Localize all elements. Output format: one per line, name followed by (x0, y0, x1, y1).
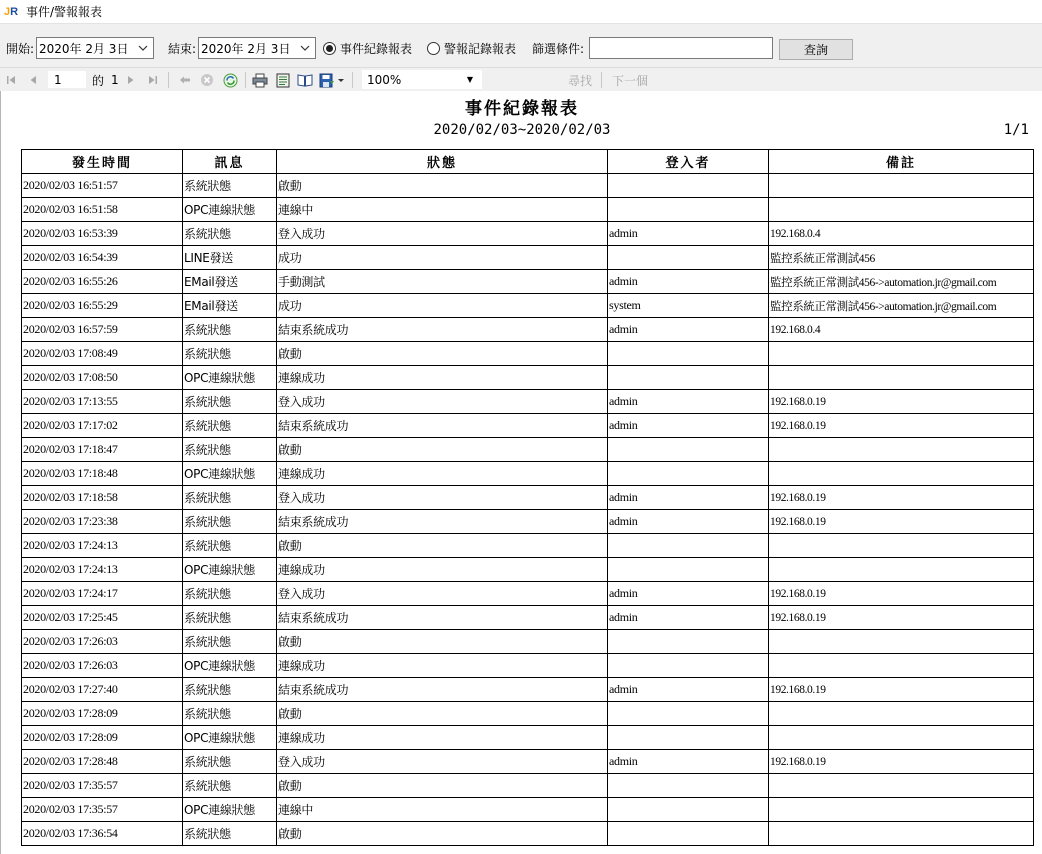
cell-time: 2020/02/03 17:28:09 (22, 726, 183, 750)
radio-event-label: 事件紀錄報表 (340, 41, 413, 56)
table-row (22, 774, 1034, 798)
logo-letter-r: R (10, 5, 19, 18)
cell-message: OPC連線狀態 (183, 558, 277, 582)
stop-icon[interactable] (199, 71, 215, 89)
cell-status: 啟動 (277, 174, 608, 198)
cell-message: 系統狀態 (183, 438, 277, 462)
cell-note (769, 702, 1034, 726)
cell-message: 系統狀態 (183, 486, 277, 510)
cell-note (769, 438, 1034, 462)
cell-status: 登入成功 (277, 390, 608, 414)
cell-time: 2020/02/03 17:26:03 (22, 630, 183, 654)
cell-message: 系統狀態 (183, 414, 277, 438)
cell-status: 成功 (277, 246, 608, 270)
column-header-message: 訊息 (183, 150, 277, 174)
chevron-down-icon[interactable]: ▼ (466, 75, 474, 84)
cell-time: 2020/02/03 16:55:26 (22, 270, 183, 294)
cell-status: 連線成功 (277, 366, 608, 390)
table-row (22, 390, 1034, 414)
cell-time: 2020/02/03 17:13:55 (22, 390, 183, 414)
cell-note (769, 366, 1034, 390)
chevron-down-icon[interactable] (295, 38, 315, 58)
cell-time: 2020/02/03 16:51:57 (22, 174, 183, 198)
table-row (22, 438, 1034, 462)
page-setup-icon[interactable] (296, 71, 314, 89)
cell-time: 2020/02/03 16:55:29 (22, 294, 183, 318)
cell-status: 登入成功 (277, 582, 608, 606)
cell-message: 系統狀態 (183, 822, 277, 846)
table-row (22, 750, 1034, 774)
radio-alarm-label: 警報記錄報表 (444, 41, 517, 56)
cell-status: 登入成功 (277, 486, 608, 510)
cell-status: 連線成功 (277, 726, 608, 750)
cell-note: 192.168.0.4 (769, 222, 1034, 246)
cell-user: admin (608, 222, 769, 246)
cell-note (769, 798, 1034, 822)
cell-note: 192.168.0.19 (769, 750, 1034, 774)
cell-user (608, 630, 769, 654)
table-row (22, 558, 1034, 582)
cell-user (608, 822, 769, 846)
current-page-input[interactable]: 1 (47, 70, 87, 89)
cell-user (608, 366, 769, 390)
cell-status: 結束系統成功 (277, 510, 608, 534)
cell-time: 2020/02/03 17:35:57 (22, 774, 183, 798)
cell-note: 監控系統正常測試456->automation.jr@gmail.com (769, 270, 1034, 294)
cell-user (608, 174, 769, 198)
end-date-value: 2020年 2月 3日 (201, 41, 291, 56)
cell-user (608, 798, 769, 822)
cell-note (769, 726, 1034, 750)
cell-status: 結束系統成功 (277, 414, 608, 438)
end-date-picker[interactable] (198, 37, 316, 59)
zoom-select[interactable] (362, 70, 482, 89)
cell-user: system (608, 294, 769, 318)
prev-page-icon[interactable] (26, 71, 40, 89)
cell-message: 系統狀態 (183, 222, 277, 246)
cell-status: 結束系統成功 (277, 606, 608, 630)
cell-user (608, 198, 769, 222)
cell-message: OPC連線狀態 (183, 726, 277, 750)
cell-status: 手動測試 (277, 270, 608, 294)
cell-status: 連線成功 (277, 558, 608, 582)
cell-time: 2020/02/03 17:27:40 (22, 678, 183, 702)
cell-user: admin (608, 270, 769, 294)
cell-status: 連線成功 (277, 462, 608, 486)
report-toolbar (0, 67, 1042, 91)
cell-note: 192.168.0.19 (769, 510, 1034, 534)
radio-button-selected[interactable] (323, 42, 336, 55)
cell-time: 2020/02/03 17:18:47 (22, 438, 183, 462)
cell-message: LINE發送 (183, 246, 277, 270)
cell-user (608, 462, 769, 486)
table-row (22, 462, 1034, 486)
cell-time: 2020/02/03 17:36:54 (22, 822, 183, 846)
cell-note (769, 462, 1034, 486)
report-title: 事件紀錄報表 (465, 99, 579, 119)
cell-status: 啟動 (277, 774, 608, 798)
cell-time: 2020/02/03 16:53:39 (22, 222, 183, 246)
cell-note (769, 822, 1034, 846)
cell-user (608, 342, 769, 366)
filter-condition-input[interactable] (589, 37, 773, 59)
next-page-icon[interactable] (124, 71, 138, 89)
total-pages: 1 (111, 73, 119, 87)
app-logo-icon (4, 5, 20, 19)
report-page (0, 91, 1042, 854)
of-label: 的 (92, 73, 105, 88)
report-date-range: 2020/02/03~2020/02/03 (433, 122, 611, 138)
end-label: 結束: (168, 41, 197, 56)
window-title: 事件/警報報表 (26, 5, 103, 19)
table-row (22, 702, 1034, 726)
table-row (22, 678, 1034, 702)
table-row (22, 198, 1034, 222)
filter-bar (0, 23, 1042, 67)
cell-user (608, 558, 769, 582)
table-header-row (22, 150, 1034, 174)
cell-message: 系統狀態 (183, 582, 277, 606)
cell-note: 監控系統正常測試456 (769, 246, 1034, 270)
cell-message: 系統狀態 (183, 390, 277, 414)
first-page-icon[interactable] (4, 71, 18, 89)
cell-note: 192.168.0.19 (769, 606, 1034, 630)
cell-status: 連線中 (277, 798, 608, 822)
cell-status: 登入成功 (277, 222, 608, 246)
cell-user (608, 534, 769, 558)
title-bar (0, 0, 1042, 23)
cell-note: 192.168.0.4 (769, 318, 1034, 342)
table-row (22, 822, 1034, 846)
start-label: 開始: (6, 41, 35, 56)
cell-message: 系統狀態 (183, 342, 277, 366)
cell-message: OPC連線狀態 (183, 462, 277, 486)
cell-note (769, 174, 1034, 198)
cell-time: 2020/02/03 16:54:39 (22, 246, 183, 270)
last-page-icon[interactable] (146, 71, 160, 89)
cell-status: 啟動 (277, 342, 608, 366)
cell-message: 系統狀態 (183, 318, 277, 342)
table-row (22, 534, 1034, 558)
cell-note: 192.168.0.19 (769, 582, 1034, 606)
table-row (22, 270, 1034, 294)
cell-time: 2020/02/03 17:18:58 (22, 486, 183, 510)
cell-user (608, 246, 769, 270)
table-row (22, 342, 1034, 366)
cell-status: 連線中 (277, 198, 608, 222)
cell-note: 192.168.0.19 (769, 486, 1034, 510)
radio-button[interactable] (427, 42, 440, 55)
find-next-link[interactable]: 下一個 (612, 73, 649, 88)
cell-status: 啟動 (277, 822, 608, 846)
cell-message: OPC連線狀態 (183, 366, 277, 390)
cell-message: OPC連線狀態 (183, 198, 277, 222)
column-header-note: 備註 (769, 150, 1034, 174)
filter-condition-label: 篩選條件: (532, 41, 585, 56)
cell-time: 2020/02/03 17:08:49 (22, 342, 183, 366)
print-layout-icon[interactable] (274, 71, 292, 89)
column-header-time: 發生時間 (22, 150, 183, 174)
cell-status: 成功 (277, 294, 608, 318)
cell-status: 結束系統成功 (277, 678, 608, 702)
cell-time: 2020/02/03 17:17:02 (22, 414, 183, 438)
cell-time: 2020/02/03 17:28:48 (22, 750, 183, 774)
print-icon[interactable] (251, 71, 269, 89)
cell-user (608, 654, 769, 678)
cell-message: 系統狀態 (183, 174, 277, 198)
cell-user: admin (608, 678, 769, 702)
cell-user (608, 438, 769, 462)
cell-message: 系統狀態 (183, 750, 277, 774)
cell-time: 2020/02/03 17:28:09 (22, 702, 183, 726)
cell-message: 系統狀態 (183, 534, 277, 558)
cell-message: EMail發送 (183, 294, 277, 318)
cell-status: 連線成功 (277, 654, 608, 678)
cell-note: 192.168.0.19 (769, 390, 1034, 414)
cell-message: 系統狀態 (183, 510, 277, 534)
cell-time: 2020/02/03 17:25:45 (22, 606, 183, 630)
logo-letter-j: J (4, 5, 11, 18)
refresh-icon[interactable] (222, 71, 238, 89)
table-row (22, 294, 1034, 318)
cell-message: OPC連線狀態 (183, 798, 277, 822)
cell-note (769, 654, 1034, 678)
cell-user: admin (608, 486, 769, 510)
cell-user (608, 726, 769, 750)
cell-user: admin (608, 750, 769, 774)
cell-note (769, 630, 1034, 654)
table-row (22, 606, 1034, 630)
table-row (22, 414, 1034, 438)
table-row (22, 174, 1034, 198)
radio-alarm-report[interactable] (427, 37, 516, 59)
cell-status: 結束系統成功 (277, 318, 608, 342)
cell-message: EMail發送 (183, 270, 277, 294)
cell-note: 192.168.0.19 (769, 414, 1034, 438)
cell-user: admin (608, 606, 769, 630)
cell-note: 192.168.0.19 (769, 678, 1034, 702)
cell-user (608, 702, 769, 726)
query-button[interactable]: 查詢 (779, 39, 853, 60)
cell-message: 系統狀態 (183, 702, 277, 726)
cell-user: admin (608, 510, 769, 534)
radio-event-report[interactable] (323, 37, 412, 59)
column-header-status: 狀態 (277, 150, 608, 174)
cell-note (769, 534, 1034, 558)
cell-time: 2020/02/03 17:08:50 (22, 366, 183, 390)
column-header-user: 登入者 (608, 150, 769, 174)
cell-time: 2020/02/03 17:35:57 (22, 798, 183, 822)
table-row (22, 318, 1034, 342)
table-row (22, 366, 1034, 390)
cell-time: 2020/02/03 17:23:38 (22, 510, 183, 534)
table-row (22, 510, 1034, 534)
table-row (22, 222, 1034, 246)
cell-time: 2020/02/03 17:24:17 (22, 582, 183, 606)
cell-status: 啟動 (277, 702, 608, 726)
cell-status: 啟動 (277, 534, 608, 558)
cell-user (608, 774, 769, 798)
table-row (22, 582, 1034, 606)
event-table (21, 149, 1034, 846)
table-row (22, 246, 1034, 270)
cell-message: 系統狀態 (183, 774, 277, 798)
cell-note (769, 342, 1034, 366)
find-link[interactable]: 尋找 (568, 73, 593, 88)
cell-time: 2020/02/03 17:26:03 (22, 654, 183, 678)
cell-message: 系統狀態 (183, 630, 277, 654)
zoom-value: 100% (367, 72, 402, 87)
cell-user: admin (608, 414, 769, 438)
cell-message: 系統狀態 (183, 678, 277, 702)
cell-note (769, 774, 1034, 798)
cell-note (769, 558, 1034, 582)
back-icon[interactable] (177, 71, 193, 89)
cell-status: 啟動 (277, 438, 608, 462)
cell-note: 監控系統正常測試456->automation.jr@gmail.com (769, 294, 1034, 318)
cell-time: 2020/02/03 17:18:48 (22, 462, 183, 486)
cell-message: 系統狀態 (183, 606, 277, 630)
chevron-down-icon[interactable] (133, 38, 153, 58)
table-row (22, 798, 1034, 822)
report-page-number: 1/1 (1003, 122, 1029, 138)
cell-user: admin (608, 582, 769, 606)
cell-user: admin (608, 390, 769, 414)
table-row (22, 630, 1034, 654)
table-row (22, 654, 1034, 678)
export-icon[interactable] (318, 71, 346, 89)
cell-message: OPC連線狀態 (183, 654, 277, 678)
cell-user: admin (608, 318, 769, 342)
start-date-value: 2020年 2月 3日 (39, 41, 129, 56)
cell-status: 登入成功 (277, 750, 608, 774)
start-date-picker[interactable] (36, 37, 154, 59)
table-row (22, 726, 1034, 750)
table-row (22, 486, 1034, 510)
cell-note (769, 198, 1034, 222)
cell-time: 2020/02/03 17:24:13 (22, 558, 183, 582)
cell-status: 啟動 (277, 630, 608, 654)
cell-time: 2020/02/03 16:51:58 (22, 198, 183, 222)
cell-time: 2020/02/03 17:24:13 (22, 534, 183, 558)
cell-time: 2020/02/03 16:57:59 (22, 318, 183, 342)
